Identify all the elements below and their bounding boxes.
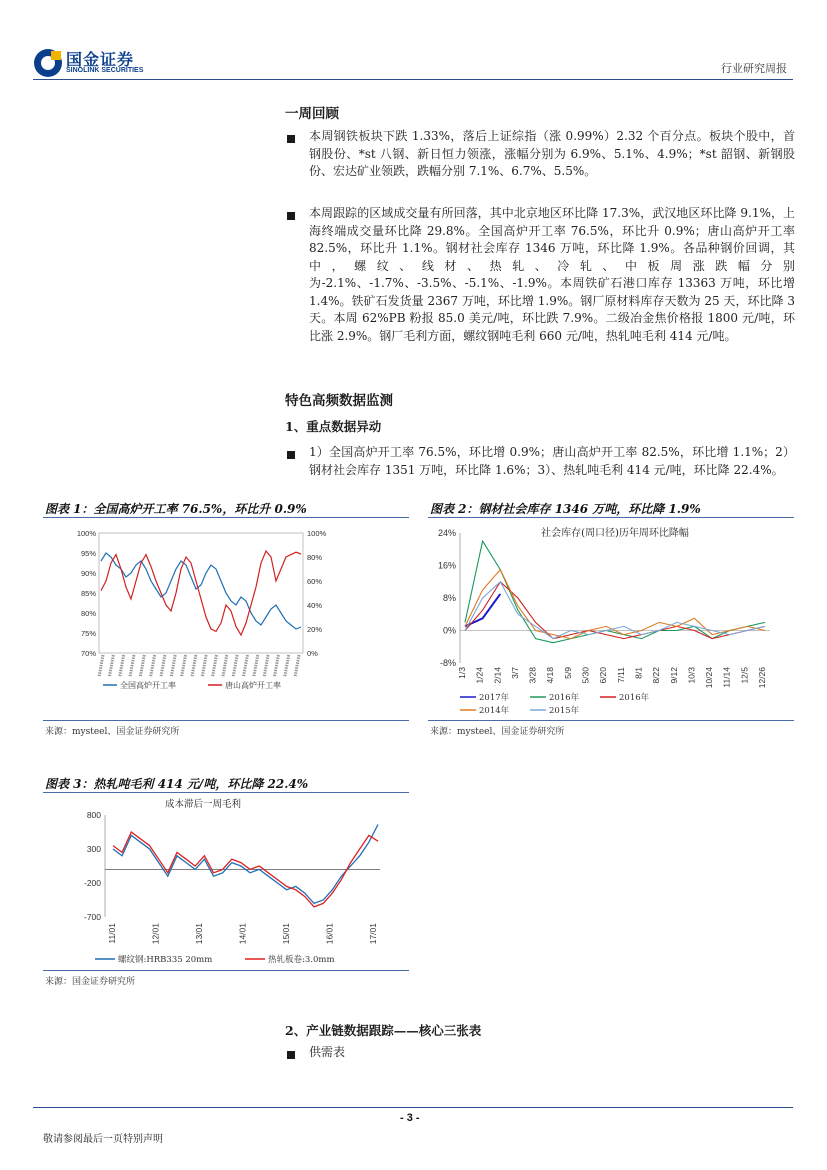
y-right-tick-label: 0% <box>307 649 318 658</box>
y-right-tick-label: 40% <box>307 601 323 610</box>
x-tick-mark <box>140 655 144 677</box>
y-tick-label: -200 <box>83 878 101 888</box>
figure-3-caption: 图表 3：热轧吨毛利 414 元/吨，环比降 22.4% <box>45 777 309 791</box>
y-tick-label: -8% <box>439 658 456 668</box>
figure-2-rule <box>428 517 794 518</box>
x-tick-mark <box>274 655 278 677</box>
y-right-tick-label: 60% <box>307 577 323 586</box>
x-tick-label: 17/01 <box>368 923 378 945</box>
figure-2-caption: 图表 2：钢材社会库存 1346 万吨，环比降 1.9% <box>430 502 701 516</box>
legend-label: 2017年 <box>479 693 510 703</box>
bullet-icon <box>287 212 295 220</box>
bullet-icon <box>287 135 295 143</box>
x-tick-label: 12/01 <box>150 923 161 945</box>
y-right-tick-label: 100% <box>307 529 327 538</box>
x-tick-mark <box>264 655 268 677</box>
figure-1-bottom-rule <box>43 720 409 721</box>
y-left-tick-label: 85% <box>80 589 96 598</box>
x-tick-label: 7/11 <box>615 667 626 683</box>
legend-label: 2014年 <box>479 706 510 716</box>
section-title-monitor: 特色高频数据监测 <box>285 393 393 409</box>
y-left-tick-label: 75% <box>80 629 96 638</box>
y-left-tick-label: 70% <box>80 649 96 658</box>
logo-text-en: SINOLINK SECURITIES <box>66 67 144 74</box>
sinolink-logo-icon <box>33 48 63 78</box>
x-tick-label: 9/12 <box>668 667 679 684</box>
y-tick-label: 8% <box>442 593 456 603</box>
legend-label: 2015年 <box>549 706 580 716</box>
series-line <box>101 551 301 635</box>
x-tick-label: 3/7 <box>509 667 520 679</box>
x-tick-mark <box>151 655 155 677</box>
x-tick-label: 5/9 <box>562 667 573 679</box>
x-tick-mark <box>171 655 175 677</box>
x-tick-mark <box>109 655 113 677</box>
subsection-title-chain: 2、产业链数据跟踪——核心三张表 <box>285 1023 482 1038</box>
figure-3-rule <box>43 792 409 793</box>
x-tick-label: 3/28 <box>527 667 538 684</box>
x-tick-label: 1/3 <box>457 667 467 679</box>
y-tick-label: 24% <box>437 528 456 538</box>
figure-1-rule <box>43 517 409 518</box>
header-divider <box>33 79 793 80</box>
x-tick-label: 8/22 <box>651 667 662 684</box>
y-tick-label: 16% <box>437 560 456 571</box>
plot-frame <box>99 533 303 653</box>
report-type: 行业研究周报 <box>721 62 787 75</box>
subsection-title-key-data: 1、重点数据异动 <box>285 419 382 434</box>
series-line <box>101 553 301 629</box>
x-tick-label: 6/20 <box>598 667 609 684</box>
x-tick-mark <box>192 655 196 677</box>
x-tick-label: 8/1 <box>633 667 644 679</box>
x-tick-label: 4/18 <box>545 667 556 684</box>
x-tick-mark <box>182 655 186 677</box>
bullet-icon <box>287 1051 295 1059</box>
x-tick-mark <box>99 655 103 677</box>
x-tick-label: 14/01 <box>237 923 248 945</box>
x-tick-label: 5/30 <box>580 667 591 684</box>
legend-label: 螺纹钢:HRB335 20mm <box>118 955 213 965</box>
bullet-icon <box>287 451 295 459</box>
series-line <box>113 825 378 904</box>
figure-1-caption: 图表 1：全国高炉开工率 76.5%，环比升 0.9% <box>45 502 307 516</box>
monitor-paragraph: 1）全国高炉开工率 76.5%，环比增 0.9%；唐山高炉开工率 82.5%，环比增 1.1%；2）钢材社会库存 1351 万吨，环比降 1.6%；3）、热轧吨毛利 414 元/吨，环比降 22.4%。 <box>309 445 795 477</box>
x-tick-label: 16/01 <box>324 923 335 945</box>
page-number: - 3 - <box>400 1112 420 1124</box>
x-tick-mark <box>202 655 206 677</box>
x-tick-mark <box>212 655 216 677</box>
chart-steel-inventory-wow <box>430 523 775 718</box>
x-tick-mark <box>243 655 247 677</box>
x-tick-label: 12/5 <box>739 667 750 684</box>
y-left-tick-label: 80% <box>80 609 96 618</box>
x-tick-label: 12/26 <box>757 667 767 689</box>
y-tick-label: 800 <box>86 810 101 820</box>
x-tick-label: 10/3 <box>686 667 697 684</box>
footer-divider <box>33 1107 793 1108</box>
figure-2-bottom-rule <box>428 720 794 721</box>
chain-bullet-text: 供需表 <box>309 1045 346 1059</box>
figure-1-source: 来源：mysteel、国金证券研究所 <box>45 727 180 737</box>
legend-label: 2016年 <box>549 693 580 703</box>
review-paragraph-2: 本周跟踪的区域成交量有所回落，其中北京地区环比降 17.3%，武汉地区环比降 9.1%，上海终端成交量环比降 29.8%。全国高炉开工率 76.5%，环比升 0.9%；唐山高炉开工率 82.5%，环比升 1.1%。钢材社会库存 1346 万吨，环比降 1.9%。各品种钢价回调，其中，螺纹、线材、热轧、冷轧、中板周涨跌幅分别为-2.1%、-1.7%、-3.5%、-5.1%、-1.9%。本周铁矿石港口库存 13363 万吨，环比增 1.4%。铁矿石发货量 2367 万吨，环比增 1.9%。钢厂原材料库存天数为 25 天，环比降 3 天。本周 62%PB 粉报 85.0 美元/吨，环比跌 7.9%。二级冶金焦价格报 1800 元/吨，环比涨 2.9%。钢厂毛利方面，螺纹钢吨毛利 660 元/吨，热轧吨毛利 414 元/吨。 <box>309 206 795 343</box>
y-left-tick-label: 95% <box>80 549 96 558</box>
footer-disclaimer: 敬请参阅最后一页特别声明 <box>43 1134 163 1145</box>
y-right-tick-label: 80% <box>307 553 323 562</box>
legend-label: 全国高炉开工率 <box>120 681 176 690</box>
review-paragraph-1: 本周钢铁板块下跌 1.33%，落后上证综指（涨 0.99%）2.32 个百分点。板块个股中，首钢股份、*st 八钢、新日恒力领涨，涨幅分别为 6.9%、5.1%、4.9%；*st 韶钢、新钢股份、宏达矿业领跌，跌幅分别 7.1%、6.7%、5.5%。 <box>309 129 795 178</box>
legend-label: 2016年 <box>619 693 650 703</box>
chart-title: 社会库存(周口径)历年周环比降幅 <box>541 528 689 539</box>
x-tick-mark <box>161 655 165 677</box>
y-left-tick-label: 90% <box>80 569 96 578</box>
x-tick-label: 11/01 <box>107 923 117 944</box>
x-tick-label: 13/01 <box>194 923 204 945</box>
y-left-tick-label: 100% <box>76 529 96 538</box>
x-tick-mark <box>233 655 237 677</box>
x-tick-label: 10/24 <box>704 667 715 689</box>
x-tick-label: 15/01 <box>281 923 291 945</box>
y-tick-label: -700 <box>83 912 101 922</box>
x-tick-mark <box>285 655 289 677</box>
x-tick-label: 1/24 <box>474 667 485 684</box>
chart-title: 成本滞后一周毛利 <box>165 799 242 810</box>
figure-2-source: 来源：mysteel、国金证券研究所 <box>430 727 565 737</box>
legend-label: 热轧板卷:3.0mm <box>268 955 335 965</box>
x-tick-label: 2/14 <box>492 667 503 684</box>
section-title-review: 一周回顾 <box>285 106 339 122</box>
logo-text-cn: 国金证券 <box>66 50 135 69</box>
y-tick-label: 300 <box>86 844 101 854</box>
legend-label: 唐山高炉开工率 <box>225 681 281 690</box>
x-tick-mark <box>130 655 134 677</box>
y-right-tick-label: 20% <box>307 625 323 634</box>
y-tick-label: 0% <box>442 625 456 636</box>
x-tick-mark <box>120 655 124 677</box>
chart-blast-furnace-utilization <box>63 523 345 693</box>
figure-3-bottom-rule <box>43 970 409 971</box>
chart-hot-rolled-margin <box>75 795 390 967</box>
x-tick-label: 11/14 <box>721 667 732 688</box>
figure-3-source: 来源：国金证券研究所 <box>45 977 136 987</box>
series-line <box>465 541 765 643</box>
x-tick-mark <box>223 655 227 677</box>
x-tick-mark <box>295 655 299 677</box>
x-tick-mark <box>254 655 258 677</box>
